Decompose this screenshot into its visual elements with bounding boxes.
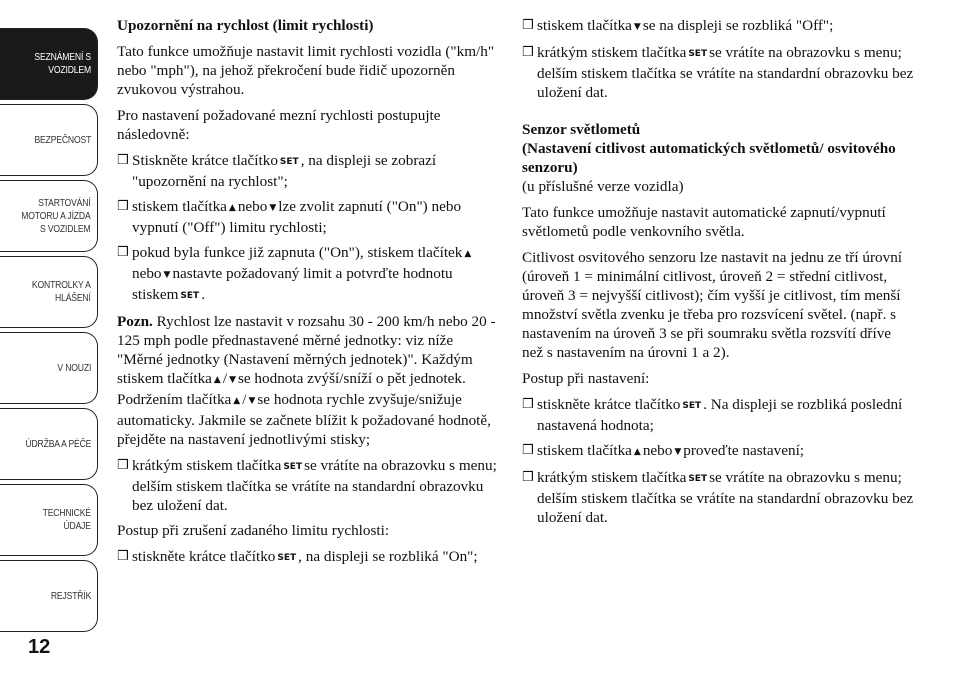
checkbox-bullet-icon: ❒ [117, 245, 129, 260]
paragraph: Citlivost osvitového senzoru lze nastavit na jednu ze tří úrovní (úroveň 1 = minimální citlivost, úroveň 2 = střední citlivost, úroveň 3 = nejvyšší citlivost); čím vyšší je citlivost, tím menší množství světla zvenku je třeba pro rozsvícení světel. (např. s nastavením na úroveň 3 se při soumraku světla rozsvítí dříve než s nastavením na úrovni 1 a 2). [522, 249, 903, 361]
down-button-icon: ▼ [229, 375, 236, 385]
paragraph: Postup při zrušení zadaného limitu rychlosti: [117, 522, 390, 539]
left-column [117, 16, 497, 574]
list-item: ❒ krátkým stiskem tlačítka SET se vrátíte na obrazovku s menu; delším stiskem tlačítka se vrátíte na standardní obrazovku bez uložení dat. [117, 457, 497, 514]
subheading-sensor-sensitivity: (Nastavení citlivost automatických světlometů/ osvitového senzoru) [522, 140, 896, 176]
checkbox-bullet-icon: ❒ [117, 458, 129, 473]
set-button-icon: SET [283, 462, 303, 472]
tab-bezpecnost[interactable]: BEZPEČNOST [0, 104, 98, 176]
heading-light-sensor: Senzor světlometů [522, 121, 641, 138]
tab-rejstrik[interactable]: REJSTŘÍK [0, 560, 98, 632]
set-button-icon: SET [682, 401, 702, 411]
tab-seznameni[interactable]: SEZNÁMENÍ S VOZIDLEM [0, 28, 98, 100]
down-button-icon: ▼ [674, 447, 682, 457]
tab-udrzba[interactable]: ÚDRŽBA A PÉČE [0, 408, 98, 480]
checkbox-bullet-icon: ❒ [522, 443, 534, 458]
down-button-icon: ▼ [248, 396, 256, 406]
paragraph: Tato funkce umožňuje nastavit limit rychlosti vozidla ("km/h" nebo "mph"), na jehož překročení bude řidič upozorněn zvukovou výstrahou. [117, 43, 495, 98]
list-item: ❒ stiskněte krátce tlačítko SET , na displeji se rozbliká "On"; [117, 547, 497, 568]
list-item: ❒ stiskem tlačítka ▲ nebo ▼ proveďte nastavení; [522, 441, 914, 462]
tab-v-nouzi[interactable]: V NOUZI [0, 332, 98, 404]
checkbox-bullet-icon: ❒ [522, 397, 534, 412]
set-button-icon: SET [180, 291, 200, 301]
paragraph: Tato funkce umožňuje nastavit automatické zapnutí/vypnutí světlometů podle venkovního světla. [522, 204, 886, 240]
checkbox-bullet-icon: ❒ [117, 199, 129, 214]
list-item: ❒ Stiskněte krátce tlačítko SET , na displeji se zobrazí "upozornění na rychlost"; [117, 152, 437, 190]
right-column [522, 16, 914, 533]
down-button-icon: ▼ [163, 270, 171, 280]
up-button-icon: ▲ [213, 375, 221, 385]
checkbox-bullet-icon: ❒ [117, 153, 129, 168]
list-item: ❒ krátkým stiskem tlačítka SET se vrátíte na obrazovku s menu; delším stiskem tlačítka se vrátíte na standardní obrazovku bez uložení dat. [522, 44, 914, 101]
page-number: 12 [28, 636, 51, 658]
version-note: (u příslušné verze vozidla) [522, 178, 684, 195]
chapter-tabs [0, 0, 100, 686]
up-button-icon: ▲ [228, 203, 236, 213]
paragraph: Pro nastavení požadované mezní rychlosti postupujte následovně: [117, 107, 441, 143]
tab-kontrolky[interactable]: KONTROLKY A HLÁŠENÍ [0, 256, 98, 328]
list-item: ❒ stiskem tlačítka ▲ nebo ▼ lze zvolit zapnutí ("On") nebo vypnutí ("Off") limitu rychlosti; [117, 198, 462, 236]
checkbox-bullet-icon: ❒ [522, 18, 534, 33]
note-paragraph: Pozn. Rychlost lze nastavit v rozsahu 30 - 200 km/h nebo 20 - 125 mph podle přednastavené měrné jednotky: viz níže "Měrné jednotky (Nastavení měrných jednotek)". Každým stiskem tlačítka ▲ / ▼ se hodnota zvýší/sníží o pět jednotek. Podržením tlačítka ▲ / ▼ se hodnota rychle zvyšuje/snižuje automaticky. Jakmile se začnete blížit k požadované hodnotě, přejděte na nastavení jednotlivými stisky; [117, 313, 496, 448]
set-button-icon: SET [279, 157, 299, 167]
up-button-icon: ▲ [464, 249, 472, 259]
list-item: ❒ stiskněte krátce tlačítko SET . Na displeji se rozbliká poslední nastavená hodnota; [522, 396, 903, 434]
paragraph: Postup při nastavení: [522, 370, 650, 387]
up-button-icon: ▲ [233, 396, 241, 406]
list-item: ❒ krátkým stiskem tlačítka SET se vrátíte na obrazovku s menu; delším stiskem tlačítka se vrátíte na standardní obrazovku bez uložení dat. [522, 469, 914, 526]
tab-technicke[interactable]: TECHNICKÉ ÚDAJE [0, 484, 98, 556]
heading-speed-limit: Upozornění na rychlost (limit rychlosti) [117, 17, 374, 34]
set-button-icon: SET [277, 553, 297, 563]
tab-startovani[interactable]: STARTOVÁNÍ MOTORU A JÍZDA S VOZIDLEM [0, 180, 98, 252]
checkbox-bullet-icon: ❒ [522, 470, 534, 485]
list-item: ❒ stiskem tlačítka ▼ se na displeji se rozbliká "Off"; [522, 16, 914, 37]
list-item: ❒ pokud byla funkce již zapnuta ("On"), stiskem tlačítek ▲nebo ▼ nastavte požadovaný limit a potvrďte hodnotu stiskem SET . [117, 243, 497, 306]
checkbox-bullet-icon: ❒ [117, 549, 129, 564]
set-button-icon: SET [688, 49, 708, 59]
down-button-icon: ▼ [269, 203, 277, 213]
up-button-icon: ▲ [633, 447, 641, 457]
down-button-icon: ▼ [633, 22, 641, 32]
checkbox-bullet-icon: ❒ [522, 45, 534, 60]
set-button-icon: SET [688, 474, 708, 484]
